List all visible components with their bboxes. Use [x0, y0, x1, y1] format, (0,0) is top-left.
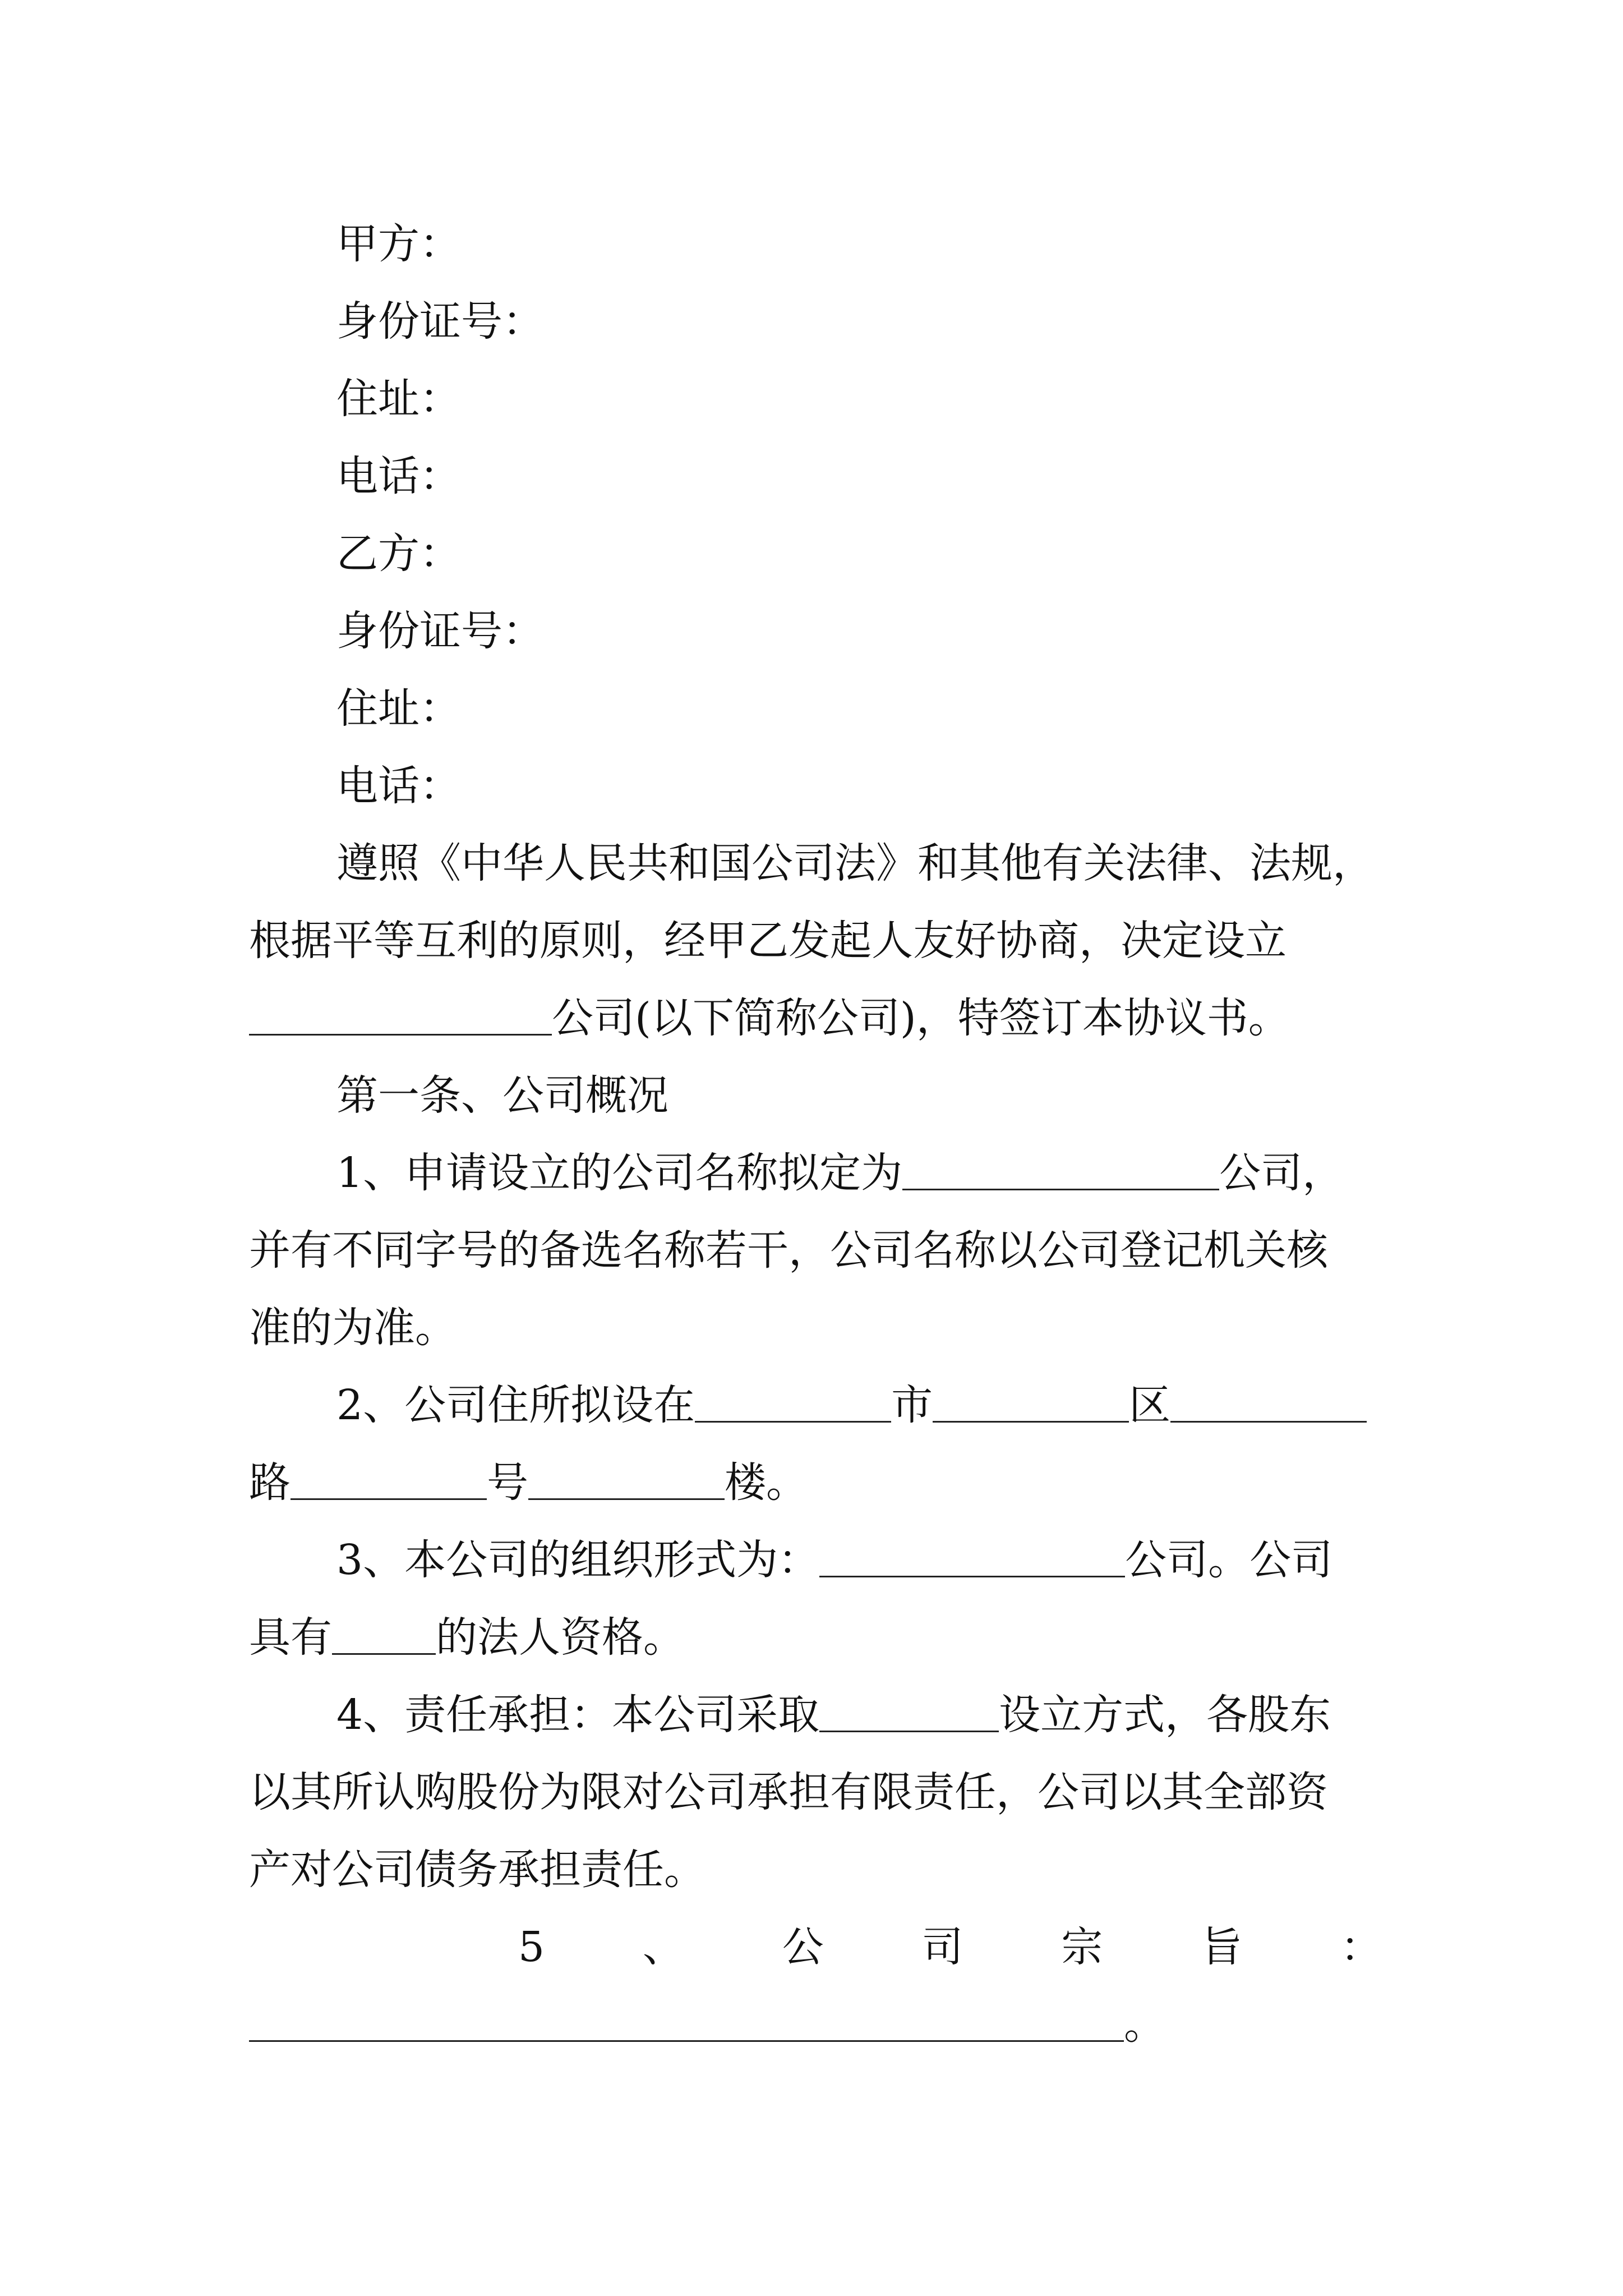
article-1-heading: 第一条、公司概况: [336, 1071, 668, 1120]
item-2-line-1: [336, 1377, 1367, 1433]
building-blank: [528, 1461, 725, 1500]
party-a-phone-label: 电话：: [336, 452, 461, 500]
party-b-id-label: 身份证号：: [336, 607, 544, 655]
item-4-text-after: 设立方式，各股东: [999, 1691, 1331, 1739]
item-1-line-1: [336, 1145, 1344, 1201]
number-blank: [291, 1461, 487, 1500]
legal-status-blank: [332, 1616, 436, 1655]
item-2-line-2: [249, 1455, 808, 1511]
party-b-address-label: 住址：: [336, 684, 461, 733]
item-3-text-after: 公司。公司: [1125, 1536, 1333, 1584]
preamble-line-3: [249, 990, 1290, 1046]
item-1-text-before: 1、申请设立的公司名称拟定为: [336, 1149, 903, 1197]
city-blank: [695, 1384, 891, 1423]
item-5-line-1: [249, 1919, 1382, 1975]
item-5-char: 、: [642, 1923, 684, 1971]
establishment-method-blank: [819, 1694, 999, 1732]
item-3-line-2: [249, 1609, 685, 1665]
party-a-title: 甲方：: [336, 220, 461, 268]
organization-form-blank: [819, 1539, 1125, 1577]
district-label: 区: [1129, 1381, 1171, 1429]
party-b-phone-label: 电话：: [336, 762, 461, 810]
preamble-line-2: 根据平等互利的原则，经甲乙发起人友好协商，决定设立: [249, 917, 1287, 965]
item-3-text-before: 3、本公司的组织形式为：: [336, 1536, 820, 1584]
item-5-end: 。: [1124, 2000, 1165, 2049]
building-label: 楼。: [725, 1458, 808, 1507]
item-5-char: 公: [782, 1923, 824, 1971]
item-5-char: 5: [518, 1923, 545, 1971]
item-3-line-1: [336, 1532, 1332, 1588]
item-4-line-2: 以其所认购股份为限对公司承担有限责任，公司以其全部资: [249, 1768, 1328, 1816]
item-5-char: 司: [921, 1923, 963, 1971]
item-5-char: ：: [1340, 1923, 1382, 1971]
item-5-line-2: [249, 1996, 1165, 2053]
party-b-title: 乙方：: [336, 530, 461, 578]
item-5-char: 宗: [1061, 1923, 1103, 1971]
item-4-line-3: 产对公司债务承担责任。: [249, 1846, 706, 1894]
company-purpose-blank: [249, 2003, 1124, 2042]
preamble-line-1: 遵照《中华人民共和国公司法》和其他有关法律、法规，: [336, 839, 1374, 887]
item-1-line-2: 并有不同字号的备选名称若干，公司名称以公司登记机关核: [249, 1226, 1328, 1274]
number-label: 号: [487, 1458, 528, 1507]
item-3-line-2-after: 的法人资格。: [436, 1613, 685, 1662]
road-blank: [1170, 1384, 1367, 1423]
city-label: 市: [891, 1381, 933, 1429]
item-3-line-2-before: 具有: [249, 1613, 332, 1662]
item-1-text-after: 公司，: [1219, 1149, 1344, 1197]
party-a-address-label: 住址：: [336, 375, 461, 423]
district-blank: [933, 1384, 1129, 1423]
item-2-prefix: 2、公司住所拟设在: [336, 1381, 695, 1429]
road-label: 路: [249, 1458, 291, 1507]
proposed-name-blank: [902, 1152, 1219, 1190]
item-1-line-3: 准的为准。: [249, 1304, 457, 1352]
preamble-line-3-text: 公司(以下简称公司)，特签订本协议书。: [552, 994, 1290, 1042]
item-4-line-1: [336, 1687, 1331, 1743]
item-4-text-before: 4、责任承担：本公司采取: [336, 1691, 820, 1739]
party-a-id-label: 身份证号：: [336, 297, 544, 346]
item-5-char: 旨: [1201, 1923, 1243, 1971]
company-name-blank: [249, 997, 552, 1036]
